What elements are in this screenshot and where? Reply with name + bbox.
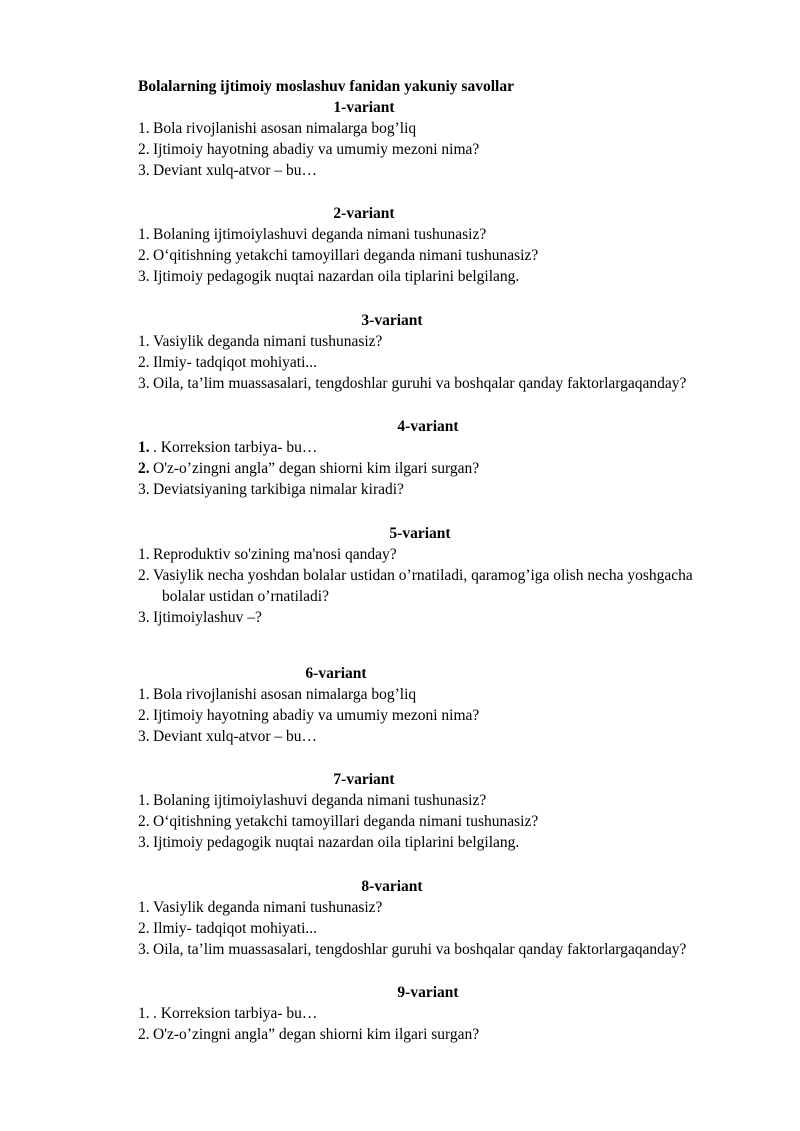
question-item bbox=[138, 726, 317, 747]
question-item bbox=[138, 266, 519, 287]
question-item bbox=[138, 684, 416, 705]
question-text: Bola rivojlanishi asosan nimalarga bog’liq bbox=[153, 120, 417, 137]
question-number: 2. bbox=[138, 247, 150, 264]
question-number: 2. bbox=[138, 920, 150, 937]
question-text: Ilmiy- tadqiqot mohiyati... bbox=[153, 920, 318, 937]
question-text: O'z-o’zingni angla” degan shiorni kim ilgari surgan? bbox=[153, 1026, 480, 1043]
question-number: 2. bbox=[138, 1026, 150, 1043]
question-text: Ijtimoiy hayotning abadiy va umumiy mezoni nima? bbox=[153, 707, 480, 724]
question-number: 2. bbox=[138, 354, 150, 371]
question-item bbox=[138, 565, 693, 586]
variant-heading: 7-variant bbox=[333, 771, 395, 788]
question-number: 1. bbox=[138, 120, 150, 137]
question-item bbox=[138, 245, 538, 266]
question-number: 2. bbox=[138, 567, 150, 584]
question-number: 2. bbox=[138, 707, 150, 724]
question-text: Ijtimoiylashuv –? bbox=[153, 609, 262, 626]
question-text: Reproduktiv so'zining ma'nosi qanday? bbox=[153, 546, 397, 563]
question-number: 1. bbox=[138, 546, 150, 563]
variant-heading: 5-variant bbox=[389, 525, 451, 542]
question-text: Ijtimoiy hayotning abadiy va umumiy mezoni nima? bbox=[153, 141, 480, 158]
question-item bbox=[138, 437, 317, 458]
question-text: Vasiylik necha yoshdan bolalar ustidan o’rnatiladi, qaramog’iga olish necha yoshgacha bbox=[153, 567, 693, 584]
question-item bbox=[138, 544, 397, 565]
variant-heading: 6-variant bbox=[305, 665, 367, 682]
variant-heading: 3-variant bbox=[361, 312, 423, 329]
question-text: Bolaning ijtimoiylashuvi deganda nimani tushunasiz? bbox=[153, 226, 487, 243]
question-number: 2. bbox=[138, 813, 150, 830]
question-number: 3. bbox=[138, 268, 150, 285]
question-number: 3. bbox=[138, 609, 150, 626]
variant-heading: 4-variant bbox=[397, 418, 459, 435]
question-text: Vasiylik deganda nimani tushunasiz? bbox=[153, 333, 383, 350]
question-text: Ijtimoiy pedagogik nuqtai nazardan oila tiplarini belgilang. bbox=[153, 268, 520, 285]
variant-heading: 8-variant bbox=[361, 878, 423, 895]
question-text: . Korreksion tarbiya- bu… bbox=[153, 439, 318, 456]
question-number: 1. bbox=[138, 686, 150, 703]
question-item bbox=[138, 373, 686, 394]
question-number: 1. bbox=[138, 333, 150, 350]
question-number: 3. bbox=[138, 375, 150, 392]
question-number: 1. bbox=[138, 1005, 150, 1022]
question-number: 3. bbox=[138, 728, 150, 745]
question-text: Deviant xulq-atvor – bu… bbox=[153, 162, 318, 179]
question-item bbox=[138, 897, 382, 918]
question-item bbox=[138, 139, 479, 160]
question-item bbox=[138, 832, 519, 853]
question-text: O‘qitishning yetakchi tamoyillari deganda nimani tushunasiz? bbox=[153, 247, 539, 264]
variant-heading: 9-variant bbox=[397, 984, 459, 1001]
question-item bbox=[138, 1003, 317, 1024]
question-text: Ilmiy- tadqiqot mohiyati... bbox=[153, 354, 318, 371]
question-item bbox=[138, 479, 404, 500]
document-title: Bolalarning ijtimoiy moslashuv fanidan yakuniy savollar bbox=[138, 78, 514, 95]
question-number: 3. bbox=[138, 834, 150, 851]
question-item bbox=[138, 1024, 479, 1045]
question-number: 1. bbox=[138, 439, 150, 456]
question-text: O‘qitishning yetakchi tamoyillari deganda nimani tushunasiz? bbox=[153, 813, 539, 830]
question-text: Bolaning ijtimoiylashuvi deganda nimani tushunasiz? bbox=[153, 792, 487, 809]
question-item bbox=[138, 352, 317, 373]
question-number: 1. bbox=[138, 899, 150, 916]
question-text: O'z-o’zingni angla” degan shiorni kim ilgari surgan? bbox=[153, 460, 480, 477]
question-text: . Korreksion tarbiya- bu… bbox=[153, 1005, 318, 1022]
question-item bbox=[138, 790, 486, 811]
question-text: Bola rivojlanishi asosan nimalarga bog’liq bbox=[153, 686, 417, 703]
question-number: 2. bbox=[138, 460, 150, 477]
question-item bbox=[138, 458, 479, 479]
question-number: 3. bbox=[138, 941, 150, 958]
question-item bbox=[138, 811, 538, 832]
question-text: Deviatsiyaning tarkibiga nimalar kiradi? bbox=[153, 481, 404, 498]
question-text: Ijtimoiy pedagogik nuqtai nazardan oila tiplarini belgilang. bbox=[153, 834, 520, 851]
question-item bbox=[138, 607, 262, 628]
question-text: Oila, ta’lim muassasalari, tengdoshlar guruhi va boshqalar qanday faktorlargaqanday? bbox=[153, 375, 687, 392]
question-item bbox=[138, 224, 486, 245]
question-number: 2. bbox=[138, 141, 150, 158]
question-text: Deviant xulq-atvor – bu… bbox=[153, 728, 318, 745]
question-item bbox=[138, 331, 382, 352]
question-number: 1. bbox=[138, 792, 150, 809]
variant-heading: 1-variant bbox=[333, 99, 395, 116]
question-item bbox=[138, 160, 317, 181]
variant-heading: 2-variant bbox=[333, 205, 395, 222]
question-number: 3. bbox=[138, 481, 150, 498]
question-item bbox=[138, 118, 416, 139]
question-item bbox=[138, 705, 479, 726]
question-text: Vasiylik deganda nimani tushunasiz? bbox=[153, 899, 383, 916]
question-text: Oila, ta’lim muassasalari, tengdoshlar guruhi va boshqalar qanday faktorlargaqanday? bbox=[153, 941, 687, 958]
question-text-continuation: bolalar ustidan o’rnatiladi? bbox=[162, 588, 329, 605]
question-number: 1. bbox=[138, 226, 150, 243]
question-item bbox=[138, 939, 686, 960]
question-item bbox=[138, 918, 317, 939]
question-number: 3. bbox=[138, 162, 150, 179]
